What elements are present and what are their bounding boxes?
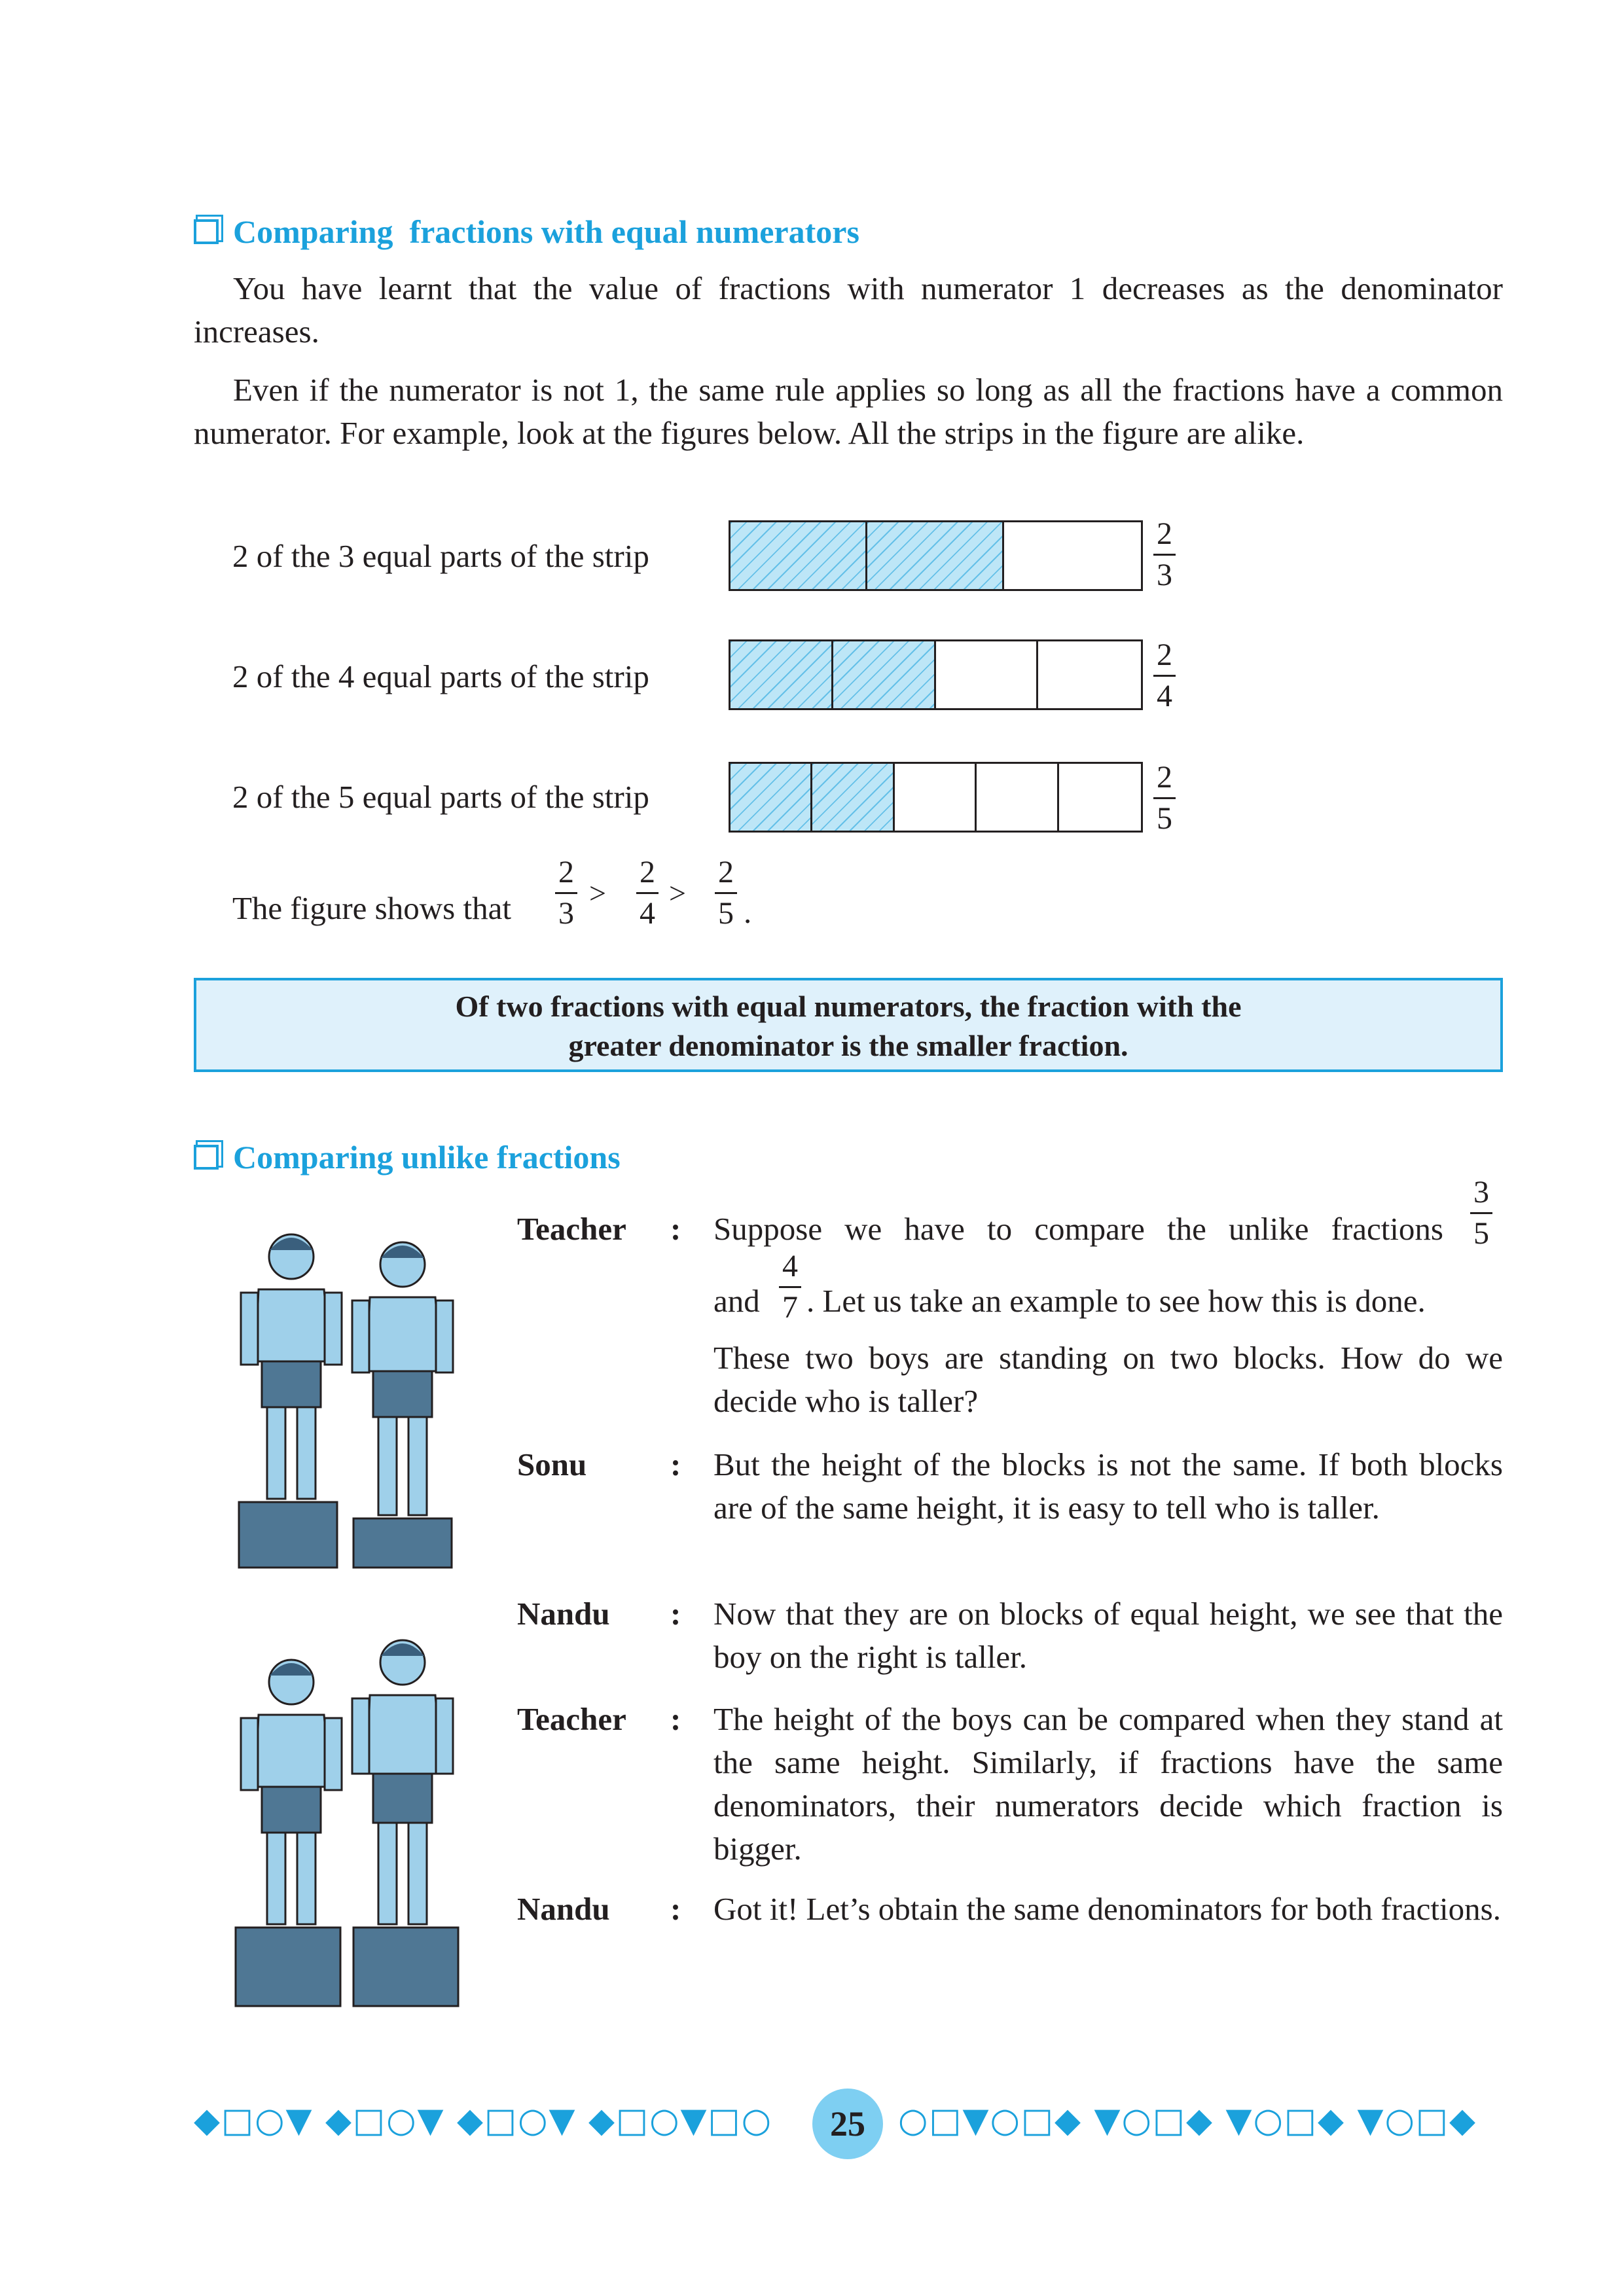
checkbox-bullet-icon: [194, 219, 219, 244]
strip-part-shaded: [731, 522, 867, 589]
rule-callout-box: [194, 978, 1503, 1072]
footer-decoration-right: ○□▼○□◆ ▼○□◆ ▼○□◆ ▼○□◆: [898, 2101, 1477, 2140]
nandu-speech: Got it! Let’s obtain the same denominators for both fractions.: [713, 1891, 1501, 1927]
speaker-teacher: Teacher: [517, 1701, 626, 1737]
paragraph-intro: You have learnt that the value of fractions with numerator 1 decreases as the denominator increases.: [194, 270, 1503, 350]
boy-right-figure: [352, 1242, 453, 1515]
strip-part-empty: [977, 764, 1058, 831]
sonu-speech: But the height of the blocks is not the same. If both blocks are of the same height, it is easy to tell who is taller.: [713, 1446, 1503, 1526]
boy-left-figure: [241, 1234, 342, 1499]
fraction-two-thirds: 2 3: [1153, 517, 1176, 592]
short-block: [353, 1518, 452, 1568]
speaker-nandu: Nandu: [517, 1891, 610, 1927]
checkbox-bullet-icon: [194, 1145, 219, 1170]
boy-right-figure: [352, 1640, 453, 1924]
paragraph-rule-explanation: Even if the numerator is not 1, the same rule applies so long as all the fractions have a common numerator. For example, look at the figures below. All the strips in the figure are alike.: [194, 372, 1503, 451]
colon: :: [670, 1211, 681, 1247]
strip-part-shaded: [812, 764, 894, 831]
strip-label-fourths: 2 of the 4 equal parts of the strip: [232, 658, 649, 694]
footer-decoration-left: ◆□○▼ ◆□○▼ ◆□○▼ ◆□○▼□○: [194, 2101, 773, 2140]
strip-label-thirds: 2 of the 3 equal parts of the strip: [232, 538, 649, 574]
equal-block-right: [353, 1928, 458, 2006]
strip-thirds: [729, 520, 1143, 591]
teacher-line-1: Suppose we have to compare the unlike fractions: [713, 1211, 1443, 1247]
strip-part-shaded: [833, 641, 936, 708]
boy-left-figure: [241, 1660, 342, 1924]
comparison-fraction-3: 2 5: [715, 855, 737, 931]
greater-than-symbol: >: [589, 876, 606, 910]
boys-equal-blocks-illustration: [229, 1630, 491, 2009]
speaker-sonu: Sonu: [517, 1446, 587, 1482]
greater-than-symbol: >: [669, 876, 686, 910]
strip-part-empty: [936, 641, 1039, 708]
and-word: and: [713, 1283, 760, 1319]
colon: :: [670, 1596, 681, 1632]
strip-fourths: [729, 639, 1143, 710]
colon: :: [670, 1446, 681, 1482]
strip-label-fifths: 2 of the 5 equal parts of the strip: [232, 779, 649, 815]
section-heading-unlike-fractions: Comparing unlike fractions: [194, 1138, 621, 1177]
strip-fifths: [729, 762, 1143, 833]
comparison-fraction-2: 2 4: [636, 855, 659, 931]
strip-part-empty: [1038, 641, 1141, 708]
teacher-speech: The height of the boys can be compared when they stand at the same height. Similarly, if fractions have the same denominators, their numerators decide which fraction is bigger.: [713, 1701, 1503, 1867]
strip-part-empty: [1004, 522, 1141, 589]
strip-part-shaded: [731, 764, 812, 831]
strip-part-empty: [895, 764, 977, 831]
strip-part-shaded: [731, 641, 833, 708]
boys-unequal-blocks-illustration: [229, 1217, 491, 1571]
nandu-speech: Now that they are on blocks of equal height, we see that the boy on the right is taller.: [713, 1596, 1503, 1675]
tall-block: [239, 1502, 337, 1568]
rule-line-1: Of two fractions with equal numerators, the fraction with the: [455, 990, 1242, 1023]
page-number: 25: [812, 2089, 883, 2159]
strip-part-shaded: [867, 522, 1004, 589]
teacher-line-3: These two boys are standing on two blocks. How do we decide who is taller?: [713, 1340, 1503, 1419]
colon: :: [670, 1701, 681, 1737]
speaker-nandu: Nandu: [517, 1596, 610, 1632]
section-heading-equal-numerators: Comparing fractions with equal numerators: [194, 212, 859, 251]
fraction-three-fifths: 3 5: [1470, 1175, 1492, 1251]
fraction-two-fourths: 2 4: [1153, 638, 1176, 713]
speaker-teacher: Teacher: [517, 1211, 626, 1247]
equal-block-left: [236, 1928, 340, 2006]
comparison-text: The figure shows that: [232, 890, 511, 926]
colon: :: [670, 1891, 681, 1927]
period: .: [744, 894, 752, 930]
fraction-four-sevenths: 4 7: [779, 1249, 801, 1325]
rule-line-2: greater denominator is the smaller fraction.: [568, 1029, 1128, 1062]
strip-part-empty: [1059, 764, 1141, 831]
teacher-line-2: . Let us take an example to see how this is done.: [806, 1283, 1426, 1319]
fraction-two-fifths: 2 5: [1153, 761, 1176, 836]
comparison-fraction-1: 2 3: [555, 855, 577, 931]
